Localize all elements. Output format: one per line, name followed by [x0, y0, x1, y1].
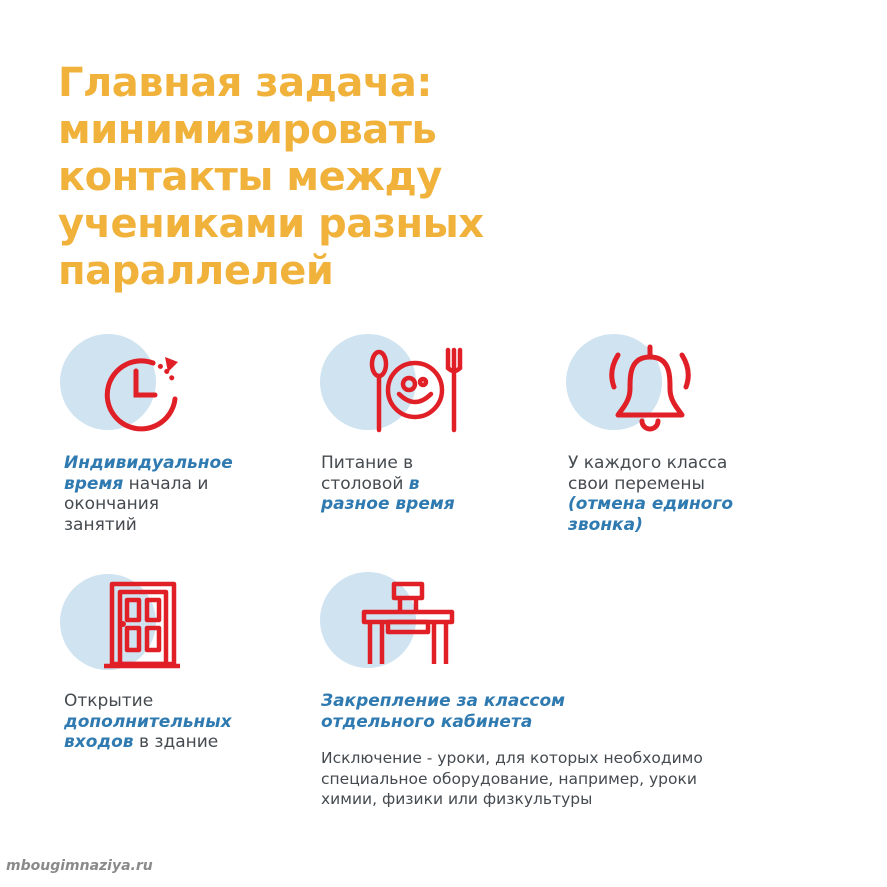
title-line: учениками разных [58, 201, 484, 247]
watermark: mbougimnaziya.ru [6, 858, 153, 874]
item-caption: Открытие дополнительных входов в здание [64, 691, 232, 752]
item-caption: Закрепление за классом отдельного кабинета [321, 691, 566, 732]
clock-icon [95, 345, 190, 435]
item-caption: У каждого класса свои перемены (отмена единого звонка) [568, 453, 734, 535]
plate-icon [365, 344, 465, 436]
title-line: контакты между [58, 154, 442, 200]
item-caption: Индивидуальное время начала и окончания занятий [64, 453, 233, 535]
title-line: Главная задача: [58, 60, 432, 106]
door-icon [100, 580, 182, 670]
desk-icon [360, 580, 456, 670]
page-title [58, 60, 838, 295]
item-caption: Питание в столовой в разное время [321, 453, 455, 514]
bell-icon [604, 343, 696, 435]
title-line: параллелей [58, 248, 334, 294]
exception-note: Исключение - уроки, для которых необходимо специальное оборудование, например, уроки химии, физики или физкультуры [321, 749, 703, 808]
title-line: минимизировать [58, 107, 437, 153]
